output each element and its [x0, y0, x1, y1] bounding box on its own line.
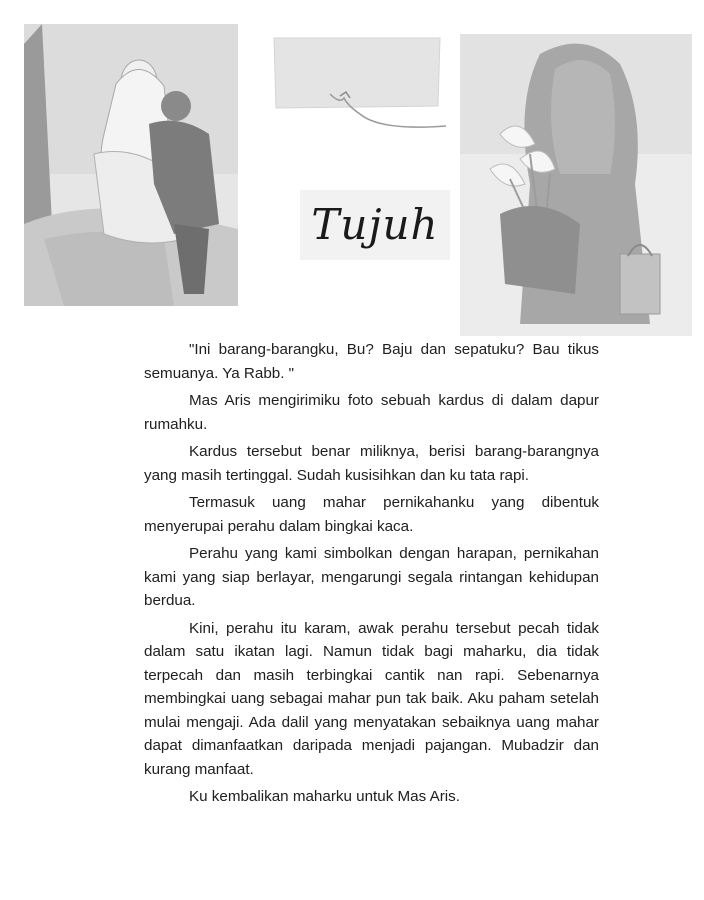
paragraph: Perahu yang kami simbolkan dengan harapan, pernikahan kami yang siap berlayar, mengarungi segala rintangan kehidupan berdua.	[144, 545, 599, 609]
chapter-title: Tujuh	[300, 190, 450, 260]
paragraph: Termasuk uang mahar pernikahanku yang dibentuk menyerupai perahu dalam bingkai kaca.	[144, 494, 599, 535]
paragraph: Mas Aris mengirimiku foto sebuah kardus di dalam dapur rumahku.	[144, 392, 599, 433]
paragraph: Ku kembalikan maharku untuk Mas Aris.	[189, 788, 460, 805]
paragraph: "Ini barang-barangku, Bu? Baju dan sepatuku? Bau tikus semuanya. Ya Rabb. "	[144, 341, 599, 382]
paragraph: Kardus tersebut benar miliknya, berisi barang-barangnya yang masih tertinggal. Sudah kusisihkan dan ku tata rapi.	[144, 443, 599, 484]
kite-illustration	[270, 36, 446, 136]
paragraph: Kini, perahu itu karam, awak perahu tersebut pecah tidak dalam satu ikatan lagi. Namun tidak bagi maharku, dia tidak terpecah dan masih terbingkai cantik nan rapi. Sebenarnya membingkai uang sebagai mahar pun tak baik. Aku paham setelah mulai mengaji. Ada dalil yang menyatakan sebaiknya uang mahar dapat dimanfaatkan daripada menjadi pajangan. Mubadzir dan kurang manfaat.	[144, 619, 599, 778]
woman-with-lilies-drawing	[460, 34, 692, 336]
kite-drawing	[270, 36, 446, 136]
mother-and-child-drawing	[24, 24, 238, 306]
woman-with-lilies-illustration	[460, 34, 692, 336]
mother-and-child-illustration	[24, 24, 238, 306]
story-text	[144, 338, 599, 813]
